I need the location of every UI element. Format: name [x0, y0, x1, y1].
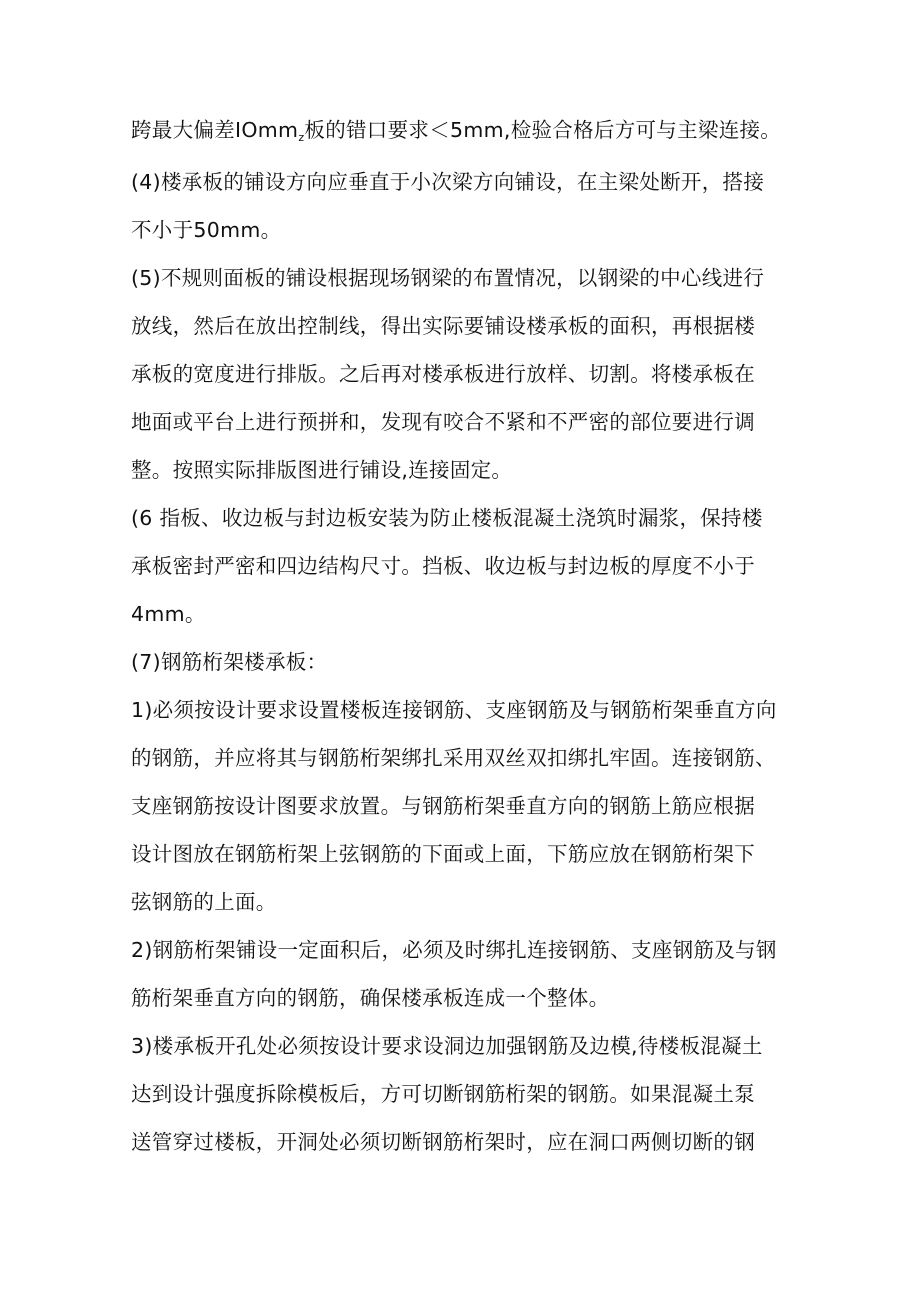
paragraph-line: 放线，然后在放出控制线，得出实际要铺设楼承板的面积，再根据楼 — [131, 314, 755, 338]
paragraph-line: (4)楼承板的铺设方向应垂直于小次梁方向铺设，在主梁处断开，搭接 — [131, 170, 765, 194]
paragraph-line: 2)钢筋桁架铺设一定面积后，必须及时绑扎连接钢筋、支座钢筋及与钢 — [131, 938, 777, 962]
paragraph-line: 整。按照实际排版图进行铺设,连接固定。 — [131, 458, 513, 482]
paragraph-line: 承板密封严密和四边结构尺寸。挡板、收边板与封边板的厚度不小于 — [131, 554, 755, 578]
paragraph-line: (5)不规则面板的铺设根据现场钢梁的布置情况，以钢梁的中心线进行 — [131, 266, 765, 290]
paragraph-line: 承板的宽度进行排版。之后再对楼承板进行放样、切割。将楼承板在 — [131, 362, 755, 386]
paragraph-line: 不小于50mm。 — [131, 218, 282, 242]
paragraph-line — [131, 115, 821, 153]
paragraph-line: 弦钢筋的上面。 — [131, 890, 277, 914]
paragraph-line: 达到设计强度拆除模板后，方可切断钢筋桁架的钢筋。如果混凝土泵 — [131, 1082, 755, 1106]
line-text-pre: 跨最大偏差IOmm — [131, 118, 299, 142]
paragraph-line: (7)钢筋桁架楼承板： — [131, 650, 328, 674]
paragraph-line: 送管穿过楼板，开洞处必须切断钢筋桁架时，应在洞口两侧切断的钢 — [131, 1130, 755, 1154]
paragraph-line: 3)楼承板开孔处必须按设计要求设洞边加强钢筋及边模,待楼板混凝土 — [131, 1034, 763, 1058]
paragraph-line: (6 指板、收边板与封边板安装为防止楼板混凝土浇筑时漏浆，保持楼 — [131, 506, 763, 530]
paragraph-line: 的钢筋，并应将其与钢筋桁架绑扎采用双丝双扣绑扎牢固。连接钢筋、 — [131, 746, 776, 770]
paragraph-line: 1)必须按设计要求设置楼板连接钢筋、支座钢筋及与钢筋桁架垂直方向 — [131, 698, 777, 722]
subscript-text: z — [298, 131, 305, 144]
paragraph-line: 筋桁架垂直方向的钢筋，确保楼承板连成一个整体。 — [131, 986, 610, 1010]
paragraph-line: 4mm。 — [131, 602, 206, 626]
paragraph-line: 地面或平台上进行预拼和，发现有咬合不紧和不严密的部位要进行调 — [131, 410, 755, 434]
paragraph-line: 设计图放在钢筋桁架上弦钢筋的下面或上面，下筋应放在钢筋桁架下 — [131, 842, 755, 866]
paragraph-line: 支座钢筋按设计图要求放置。与钢筋桁架垂直方向的钢筋上筋应根据 — [131, 794, 755, 818]
line-text-post: 板的错口要求＜5mm,检验合格后方可与主梁连接。 — [304, 118, 782, 142]
